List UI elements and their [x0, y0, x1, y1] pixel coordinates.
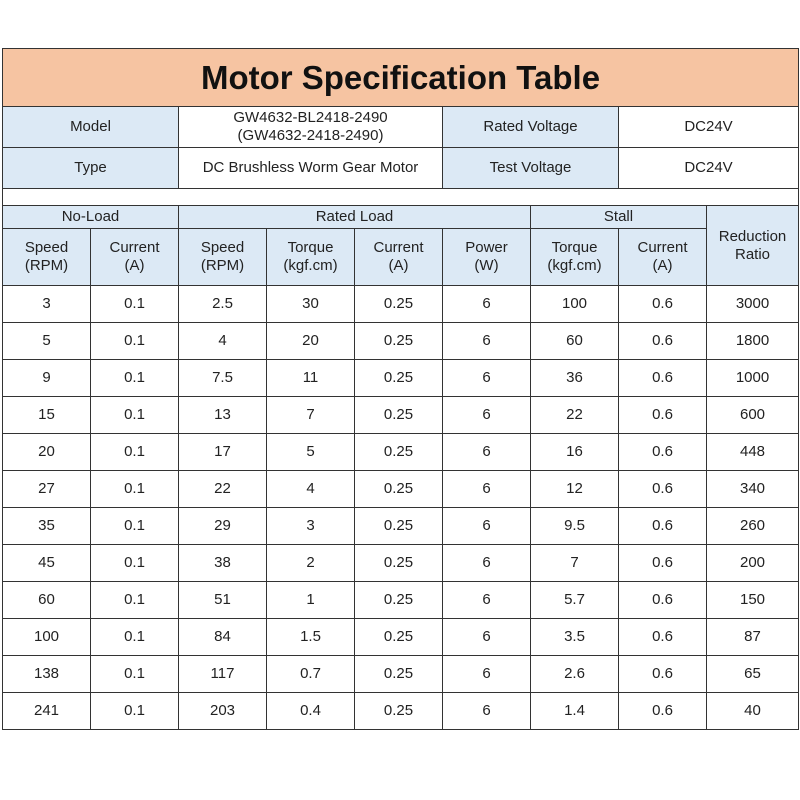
table-cell: 20: [267, 323, 355, 360]
table-cell: 5.7: [531, 582, 619, 619]
table-cell: 7: [531, 545, 619, 582]
table-cell: 3.5: [531, 619, 619, 656]
table-cell: 35: [3, 508, 91, 545]
table-cell: 38: [179, 545, 267, 582]
table-cell: 30: [267, 286, 355, 323]
table-cell: 60: [531, 323, 619, 360]
table-row: [3, 619, 799, 656]
col-header: [619, 229, 707, 286]
table-cell: 0.1: [91, 619, 179, 656]
table-cell: 4: [267, 471, 355, 508]
table-cell: 1.5: [267, 619, 355, 656]
group-no-load: No-Load: [3, 206, 179, 229]
col-header-text: Speed: [200, 239, 245, 256]
table-cell: 16: [531, 434, 619, 471]
model-value-line2: (GW4632-2418-2490): [237, 127, 384, 144]
table-cell: 7.5: [179, 360, 267, 397]
table-row: [3, 471, 799, 508]
table-cell: 7: [267, 397, 355, 434]
table-cell: 6: [443, 286, 531, 323]
table-cell: 0.6: [619, 397, 707, 434]
table-cell: 0.1: [91, 397, 179, 434]
table-cell: 6: [443, 397, 531, 434]
table-cell: 9: [3, 360, 91, 397]
table-cell: 0.6: [619, 286, 707, 323]
col-header: [355, 229, 443, 286]
table-cell: 20: [3, 434, 91, 471]
table-cell: 51: [179, 582, 267, 619]
table-cell: 100: [3, 619, 91, 656]
table-cell: 0.25: [355, 545, 443, 582]
table-cell: 138: [3, 656, 91, 693]
type-label: Type: [3, 148, 179, 189]
table-cell: 0.6: [619, 323, 707, 360]
table-row: [3, 434, 799, 471]
table-cell: 2.5: [179, 286, 267, 323]
col-header: [3, 229, 91, 286]
table-row: [3, 360, 799, 397]
reduction-ratio-header: [707, 206, 799, 286]
table-cell: 0.1: [91, 286, 179, 323]
table-cell: 1000: [707, 360, 799, 397]
table-cell: 45: [3, 545, 91, 582]
group-stall: Stall: [531, 206, 707, 229]
table-cell: 1.4: [531, 693, 619, 730]
test-voltage-value: DC24V: [619, 148, 799, 189]
table-cell: 22: [179, 471, 267, 508]
model-value: [179, 107, 443, 148]
table-cell: 0.1: [91, 582, 179, 619]
table-cell: 87: [707, 619, 799, 656]
table-cell: 0.25: [355, 360, 443, 397]
table-cell: 5: [3, 323, 91, 360]
table-cell: 0.25: [355, 693, 443, 730]
col-header-text: Current: [637, 239, 688, 256]
table-cell: 203: [179, 693, 267, 730]
table-cell: 0.1: [91, 545, 179, 582]
col-header-text: (RPM): [24, 257, 69, 274]
table-cell: 40: [707, 693, 799, 730]
col-header: [267, 229, 355, 286]
table-row: [3, 508, 799, 545]
col-header-text: (kgf.cm): [283, 257, 338, 274]
table-cell: 0.1: [91, 471, 179, 508]
table-cell: 1800: [707, 323, 799, 360]
table-row: [3, 323, 799, 360]
table-cell: 6: [443, 693, 531, 730]
table-cell: 0.1: [91, 323, 179, 360]
table-row: [3, 397, 799, 434]
table-cell: 3: [267, 508, 355, 545]
table-cell: 0.1: [91, 434, 179, 471]
col-header-text: (A): [124, 257, 145, 274]
col-header: [179, 229, 267, 286]
table-cell: 84: [179, 619, 267, 656]
table-cell: 2.6: [531, 656, 619, 693]
table-cell: 15: [3, 397, 91, 434]
table-cell: 17: [179, 434, 267, 471]
table-cell: 3000: [707, 286, 799, 323]
col-header: [531, 229, 619, 286]
rated-voltage-value: DC24V: [619, 107, 799, 148]
table-title: Motor Specification Table: [3, 49, 799, 107]
table-cell: 0.25: [355, 656, 443, 693]
table-row: [3, 656, 799, 693]
table-cell: 9.5: [531, 508, 619, 545]
data-rows: [3, 286, 799, 730]
table-cell: 0.25: [355, 397, 443, 434]
table-cell: 0.25: [355, 508, 443, 545]
table-cell: 0.25: [355, 619, 443, 656]
col-header-text: (kgf.cm): [547, 257, 602, 274]
table-cell: 0.25: [355, 434, 443, 471]
table-cell: 65: [707, 656, 799, 693]
table-cell: 100: [531, 286, 619, 323]
table-cell: 260: [707, 508, 799, 545]
table-cell: 340: [707, 471, 799, 508]
table-cell: 6: [443, 471, 531, 508]
table-cell: 27: [3, 471, 91, 508]
model-label: Model: [3, 107, 179, 148]
motor-spec-table: [2, 48, 799, 730]
table-cell: 6: [443, 323, 531, 360]
table-cell: 0.6: [619, 656, 707, 693]
table-cell: 0.7: [267, 656, 355, 693]
table-cell: 29: [179, 508, 267, 545]
table-cell: 6: [443, 360, 531, 397]
table-cell: 36: [531, 360, 619, 397]
table-cell: 200: [707, 545, 799, 582]
table-cell: 0.6: [619, 508, 707, 545]
table-cell: 0.1: [91, 656, 179, 693]
table-cell: 0.6: [619, 582, 707, 619]
table-cell: 4: [179, 323, 267, 360]
col-header-text: (W): [474, 257, 499, 274]
col-header-text: (RPM): [200, 257, 245, 274]
col-header-text: Torque: [551, 239, 598, 256]
type-value: DC Brushless Worm Gear Motor: [179, 148, 443, 189]
table-row: [3, 582, 799, 619]
table-cell: 6: [443, 656, 531, 693]
table-cell: 0.6: [619, 434, 707, 471]
col-header-text: Power: [465, 239, 508, 256]
table-cell: 2: [267, 545, 355, 582]
col-header-text: Torque: [287, 239, 334, 256]
table-cell: 0.25: [355, 323, 443, 360]
table-cell: 6: [443, 434, 531, 471]
table-cell: 5: [267, 434, 355, 471]
table-cell: 6: [443, 508, 531, 545]
table-cell: 60: [3, 582, 91, 619]
table-cell: 13: [179, 397, 267, 434]
table-cell: 11: [267, 360, 355, 397]
table-cell: 150: [707, 582, 799, 619]
table-cell: 117: [179, 656, 267, 693]
table-row: [3, 286, 799, 323]
table-cell: 0.6: [619, 545, 707, 582]
table-cell: 12: [531, 471, 619, 508]
table-row: [3, 693, 799, 730]
table-cell: 241: [3, 693, 91, 730]
rated-voltage-label: Rated Voltage: [443, 107, 619, 148]
table-cell: 0.4: [267, 693, 355, 730]
table-cell: 448: [707, 434, 799, 471]
table-cell: 0.25: [355, 471, 443, 508]
table-cell: 6: [443, 582, 531, 619]
table-cell: 0.1: [91, 508, 179, 545]
reduction-ratio-line2: Ratio: [734, 245, 771, 263]
col-header-text: Speed: [24, 239, 69, 256]
col-header: [443, 229, 531, 286]
table-cell: 0.6: [619, 619, 707, 656]
group-rated-load: Rated Load: [179, 206, 531, 229]
table-cell: 1: [267, 582, 355, 619]
reduction-ratio-line1: Reduction: [718, 227, 787, 245]
table-cell: 6: [443, 619, 531, 656]
spec-table-container: [2, 48, 798, 730]
col-header-text: Current: [373, 239, 424, 256]
table-cell: 0.25: [355, 582, 443, 619]
table-cell: 600: [707, 397, 799, 434]
table-cell: 0.1: [91, 693, 179, 730]
table-cell: 0.6: [619, 471, 707, 508]
table-cell: 0.25: [355, 286, 443, 323]
table-cell: 3: [3, 286, 91, 323]
table-cell: 22: [531, 397, 619, 434]
table-cell: 0.6: [619, 360, 707, 397]
model-value-line1: GW4632-BL2418-2490: [233, 109, 388, 126]
spacer-row: [3, 189, 799, 206]
table-row: [3, 545, 799, 582]
col-header-text: Current: [109, 239, 160, 256]
col-header: [91, 229, 179, 286]
test-voltage-label: Test Voltage: [443, 148, 619, 189]
col-header-text: (A): [388, 257, 409, 274]
table-cell: 0.1: [91, 360, 179, 397]
col-header-text: (A): [652, 257, 673, 274]
table-cell: 0.6: [619, 693, 707, 730]
table-cell: 6: [443, 545, 531, 582]
